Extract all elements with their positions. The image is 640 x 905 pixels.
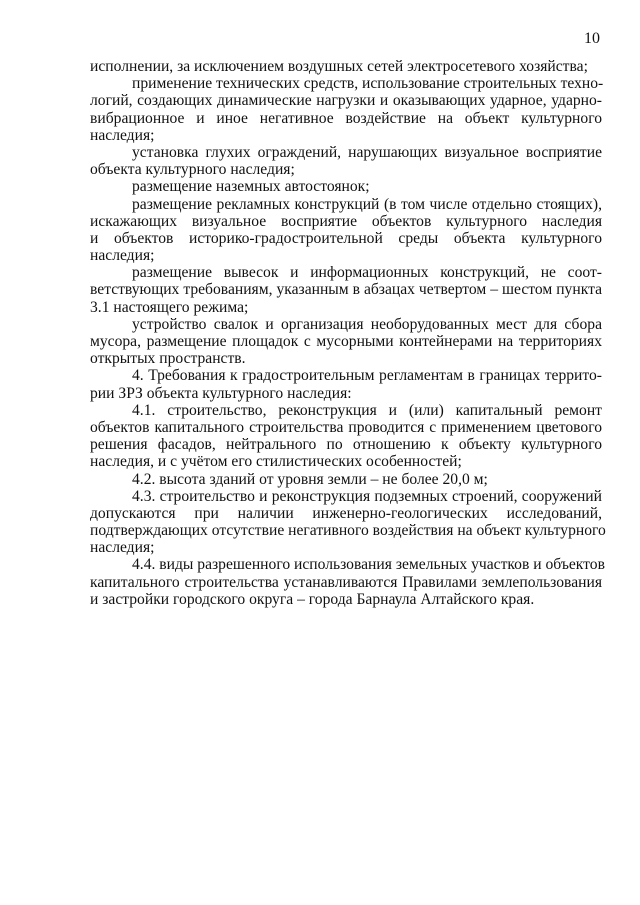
paragraph (90, 556, 605, 608)
text-line: наследия; (90, 539, 155, 557)
text-line: допускаются при наличии инженерно-геологических исследований, (90, 504, 602, 522)
paragraph (90, 402, 602, 471)
text-line: размещение рекламных конструкций (в том числе отдельно стоящих), (132, 195, 602, 213)
paragraph (90, 471, 602, 488)
paragraph (90, 264, 602, 316)
text-line: размещение наземных автостоянок; (132, 178, 370, 196)
text-line: применение технических средств, использование строительных техно- (132, 75, 604, 93)
text-line: 4.4. виды разрешенного использования земельных участков и объектов (132, 556, 605, 574)
text-line: искажающих визуальное восприятие объектов культурного наследия (90, 212, 602, 230)
text-line: 4. Требования к градостроительным регламентам в границах террито- (132, 367, 602, 385)
text-line: капитального строительства устанавливаются Правилами землепользования (90, 573, 602, 591)
paragraph (90, 144, 602, 178)
text-line: 4.3. строительство и реконструкция подземных строений, сооружений (132, 487, 602, 505)
text-line: устройство свалок и организация необорудованных мест для сбора (132, 315, 602, 333)
text-line: наследия; (90, 126, 155, 144)
text-line: 4.2. высота зданий от уровня земли – не более 20,0 м; (132, 470, 488, 488)
text-line: рии ЗРЗ объекта культурного наследия: (90, 384, 352, 402)
paragraph (90, 487, 606, 557)
text-line: мусора, размещение площадок с мусорными контейнерами на территориях (90, 333, 602, 350)
text-line: установка глухих ограждений, нарушающих визуальное восприятие (132, 143, 602, 161)
text-line: 3.1 настоящего режима; (90, 298, 249, 316)
text-line: ветствующих требованиям, указанным в абзацах четвертом – шестом пункта (90, 281, 602, 299)
paragraph (90, 75, 602, 144)
page-number: 10 (584, 30, 600, 47)
paragraph (90, 178, 602, 195)
text-line: решения фасадов, нейтрального по отношению к объекту культурного (90, 436, 602, 454)
text-line: наследия, и с учётом его стилистических особенностей; (90, 453, 462, 471)
paragraph (90, 367, 602, 401)
paragraph (90, 196, 602, 265)
text-line: размещение вывесок и информационных конструкций, не соот- (132, 264, 602, 282)
paragraph (90, 58, 602, 75)
text-line: и застройки городского округа – города Барнаула Алтайского края. (90, 590, 535, 608)
text-line: объекта культурного наследия; (90, 161, 295, 179)
paragraph (90, 316, 602, 368)
text-line: вибрационное и иное негативное воздействие на объект культурного (90, 109, 602, 127)
text-line: объектов капитального строительства проводится с применением цветового (90, 418, 602, 436)
document-body (90, 58, 606, 608)
text-line: открытых пространств. (90, 350, 246, 368)
text-line: 4.1. строительство, реконструкция и (или) капитальный ремонт (132, 401, 602, 419)
text-line: и объектов историко-градостроительной среды объекта культурного (90, 229, 602, 247)
text-line: подтверждающих отсутствие негативного воздействия на объект культурного (90, 522, 606, 540)
text-line: наследия; (90, 247, 155, 265)
text-line: исполнении, за исключением воздушных сетей электросетевого хозяйства; (90, 58, 588, 75)
text-line: логий, создающих динамические нагрузки и оказывающих ударное, ударно- (90, 92, 602, 110)
